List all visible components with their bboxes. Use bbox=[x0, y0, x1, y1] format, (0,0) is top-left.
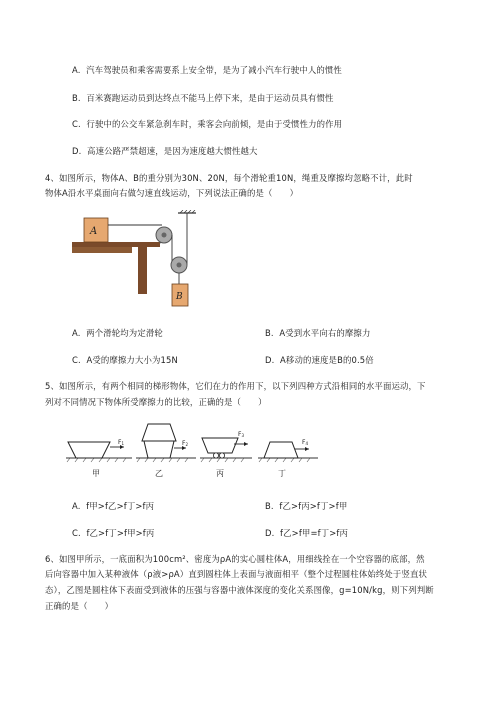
q6-stem-line2: 后向容器中加入某种液体（ρ液>ρA）直到圆柱体上表面与液面相平（整个过程圆柱体始终处于竖直状 bbox=[45, 569, 428, 579]
q5-option-d bbox=[265, 527, 348, 539]
q4-option-d bbox=[265, 354, 374, 366]
trapezoid-1 bbox=[68, 442, 110, 458]
q4-option-a bbox=[72, 327, 163, 339]
option-text: f甲>f乙>f丁>f丙 bbox=[86, 501, 155, 511]
option-letter: A. bbox=[72, 65, 81, 75]
table-leg bbox=[138, 247, 147, 294]
q6-stem-line4: 正确的是（ ） bbox=[45, 601, 114, 611]
option-letter: D. bbox=[265, 355, 275, 365]
trapezoid-2-bottom bbox=[144, 441, 174, 458]
option-letter: C. bbox=[72, 119, 81, 129]
trapezoid-4 bbox=[264, 442, 298, 458]
option-text: 高速公路严禁超速，是因为速度越大惯性越大 bbox=[87, 146, 258, 156]
q4-option-c bbox=[72, 354, 178, 366]
option-letter: D. bbox=[72, 146, 82, 156]
caption-3: 丙 bbox=[216, 469, 224, 478]
option-text: 行驶中的公交车紧急刹车时，乘客会向前倾，是由于受惯性力的作用 bbox=[86, 119, 343, 129]
option-letter: A. bbox=[72, 328, 81, 338]
trapezoid-figures bbox=[66, 420, 326, 486]
force-label-4: F4 bbox=[302, 439, 308, 446]
option-letter: C. bbox=[72, 528, 81, 538]
caption-2: 乙 bbox=[155, 469, 163, 478]
force-label-2: F2 bbox=[182, 440, 188, 447]
q5-option-b bbox=[265, 500, 347, 512]
option-letter: B. bbox=[265, 328, 274, 338]
option-text: A受的摩擦力大小为15N bbox=[86, 355, 178, 365]
q3-option-b bbox=[72, 92, 334, 104]
option-letter: B. bbox=[72, 93, 81, 103]
roller-2 bbox=[219, 453, 224, 458]
q4-stem-line2: 物体A沿水平桌面向右做匀速直线运动，下列说法正确的是（ ） bbox=[45, 188, 299, 198]
force-label-3: F3 bbox=[238, 431, 244, 438]
caption-4: 丁 bbox=[278, 469, 286, 478]
q4-stem-line1: 4、如图所示，物体A、B的重分别为30N、20N，每个滑轮重10N，绳重及摩擦均忽略不计，此时 bbox=[45, 173, 413, 183]
q3-option-d bbox=[72, 145, 258, 157]
option-text: 两个滑轮均为定滑轮 bbox=[86, 328, 163, 338]
option-letter: B. bbox=[265, 501, 274, 511]
option-letter: A. bbox=[72, 501, 81, 511]
option-text: f乙>f甲=f丁>f丙 bbox=[280, 528, 349, 538]
option-text: 汽车驾驶员和乘客需要系上安全带，是为了减小汽车行驶中人的惯性 bbox=[86, 65, 342, 75]
q6-stem-line3: 态），乙图是圆柱体下表面受到液体的压强与容器中液体深度的变化关系图像，g=10N/kg，则下列判断 bbox=[45, 585, 434, 595]
q5-option-a bbox=[72, 500, 154, 512]
option-text: f乙>f丙>f丁>f甲 bbox=[279, 501, 348, 511]
q6-stem-line1: 6、如图甲所示，一底面积为100cm²、密度为ρA的实心圆柱体A，用细线拴在一个空容器的底部，然 bbox=[45, 554, 425, 564]
block-b-label: B bbox=[176, 292, 183, 302]
option-text: 百米赛跑运动员到达终点不能马上停下来，是由于运动员具有惯性 bbox=[86, 93, 334, 103]
q5-option-c bbox=[72, 527, 154, 539]
pulley-figure bbox=[72, 210, 202, 315]
q3-option-c bbox=[72, 118, 342, 130]
option-text: A移动的速度是B的0.5倍 bbox=[280, 355, 374, 365]
q5-stem-line1: 5、如图所示，有两个相同的梯形物体，它们在力的作用下，以下列四种方式沿相同的水平面运动，下 bbox=[45, 381, 426, 391]
roller-1 bbox=[213, 453, 218, 458]
option-letter: D. bbox=[265, 528, 275, 538]
option-text: A受到水平向右的摩擦力 bbox=[279, 328, 371, 338]
q3-option-a bbox=[72, 64, 342, 76]
option-letter: C. bbox=[72, 355, 81, 365]
force-label-1: F1 bbox=[118, 439, 124, 446]
table-block bbox=[72, 247, 132, 253]
table-top bbox=[72, 242, 160, 247]
trapezoid-3 bbox=[202, 438, 238, 453]
block-a-label: A bbox=[90, 226, 98, 237]
q5-stem-line2: 列对不同情况下物体所受摩擦力的比较，正确的是（ ） bbox=[45, 397, 267, 407]
caption-1: 甲 bbox=[92, 469, 100, 478]
q4-option-b bbox=[265, 327, 370, 339]
trapezoid-2-top bbox=[142, 424, 176, 441]
option-text: f乙>f丁>f甲>f丙 bbox=[86, 528, 155, 538]
